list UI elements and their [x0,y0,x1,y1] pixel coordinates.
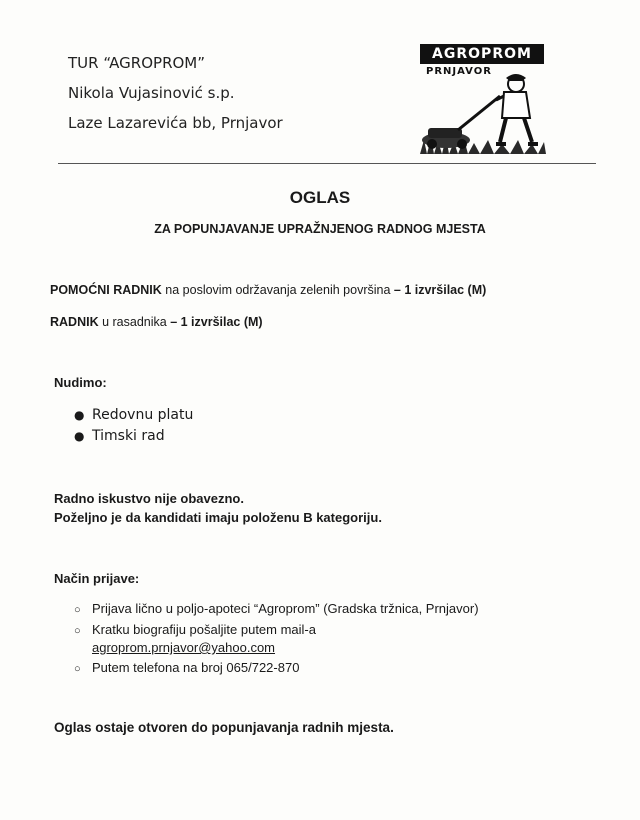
header-divider [58,163,596,164]
application-item-1: Prijava lično u poljo-apoteci “Agroprom” (Gradska tržnica, Prnjavor) [92,601,479,616]
requirement-1: Radno iskustvo nije obavezno. [54,491,244,506]
position-2 [50,315,263,329]
ad-subtitle: ZA POPUNJAVANJE UPRAŽNJENOG RADNOG MJESTA [154,222,486,236]
offer-list [74,405,193,447]
offer-heading: Nudimo: [54,375,107,390]
bullet-icon: ● [74,429,85,443]
position-2-role: RADNIK [50,315,99,329]
list-item [74,426,193,447]
list-item [74,600,479,619]
circle-bullet-icon: ○ [74,604,81,616]
position-2-desc: u rasadnika [98,315,171,329]
ad-title: OGLAS [289,188,351,207]
application-item-2: Kratku biografiju pošaljite putem mail-a [92,622,316,637]
circle-bullet-icon: ○ [74,625,81,637]
circle-bullet-icon: ○ [74,663,81,675]
closing-note: Oglas ostaje otvoren do popunjavanja radnih mjesta. [54,720,394,735]
logo-brand: AGROPROM [420,44,544,64]
list-item [74,405,193,426]
position-2-count: – 1 izvršilac (M) [170,315,263,329]
logo-city: PRNJAVOR [426,66,492,77]
company-address: Laze Lazarevića bb, Prnjavor [68,114,283,132]
offer-item-1: Redovnu platu [92,407,194,423]
company-logo [418,44,548,156]
email-link[interactable]: agroprom.prnjavor@yahoo.com [92,640,276,655]
position-1-role: POMOĆNI RADNIK [50,283,162,297]
requirements [54,489,382,527]
company-header [68,48,283,138]
position-1 [50,283,486,297]
application-item-3: Putem telefona na broj 065/722-870 [92,660,300,675]
application-list [74,600,479,680]
offer-item-2: Timski rad [92,428,165,444]
list-item [74,621,479,640]
position-1-count: – 1 izvršilac (M) [393,283,487,297]
position-1-desc: na poslovim održavanja zelenih površina [161,283,394,297]
list-item [74,659,479,678]
company-owner: Nikola Vujasinović s.p. [68,84,235,102]
application-heading: Način prijave: [54,571,140,586]
bullet-icon: ● [74,408,85,422]
requirement-2: Poželjno je da kandidati imaju položenu B kategoriju. [54,510,382,525]
lawnmower-man-icon [418,74,548,156]
company-name: TUR “AGROPROM” [68,54,206,72]
